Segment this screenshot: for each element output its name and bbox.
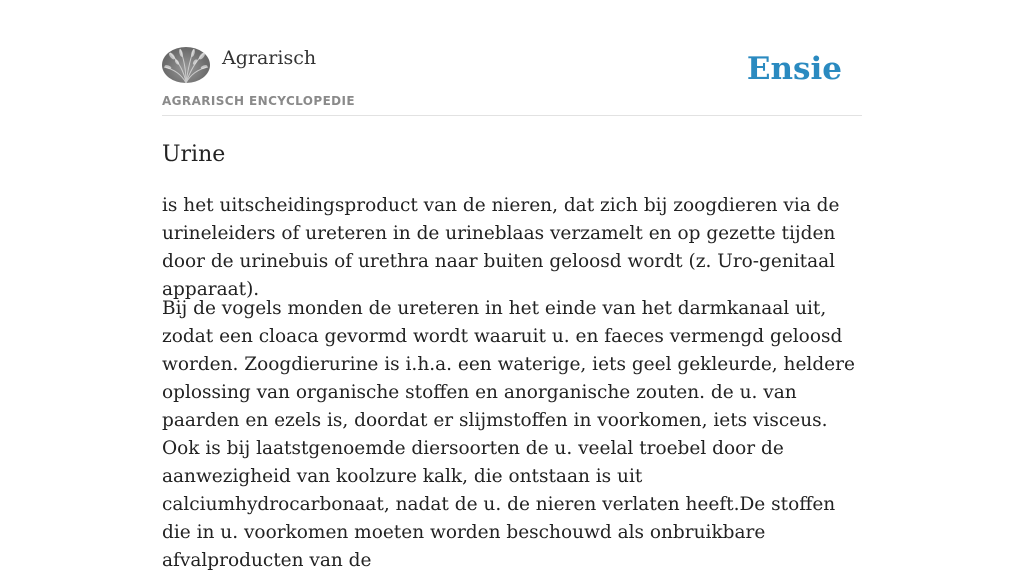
article-paragraph: Bij de vogels monden de ureteren in het einde van het darmkanaal uit, zodat een cloaca gevormd wordt waaruit u. en faeces vermengd geloosd worden. Zoogdierurine is i.h.a. een waterige, iets geel gekleurde, heldere oplossing van organische stoffen en anorganische zouten. de u. van paarden en ezels is, doordat er slijmstoffen in voorkomen, iets visceus. Ook is bij laatstgenoemde diersoorten de u. veelal troebel door de aanwezigheid van koolzure kalk, die ontstaan is uit calciumhydrocarbonaat, nadat de u. de nieren verlaten heeft.De stoffen die in u. voorkomen moeten worden beschouwd als onbruikbare afvalproducten van de [162, 298, 855, 571]
site-header [162, 0, 862, 116]
site-subtitle: AGRARISCH ENCYCLOPEDIE [162, 94, 355, 108]
brand-logo[interactable]: Ensie [746, 51, 842, 87]
page-title: Urine [162, 142, 226, 167]
site-name[interactable]: Agrarisch [222, 47, 317, 69]
article-paragraph: is het uitscheidingsproduct van de nieren, dat zich bij zoogdieren via de urineleiders of ureteren in de urineblaas verzamelt en op gezette tijden door de urinebuis of urethra naar buiten geloosd wordt (z. Uro-genitaal apparaat). [162, 195, 840, 300]
page-container [162, 0, 862, 571]
wheat-logo-icon[interactable] [162, 47, 210, 83]
